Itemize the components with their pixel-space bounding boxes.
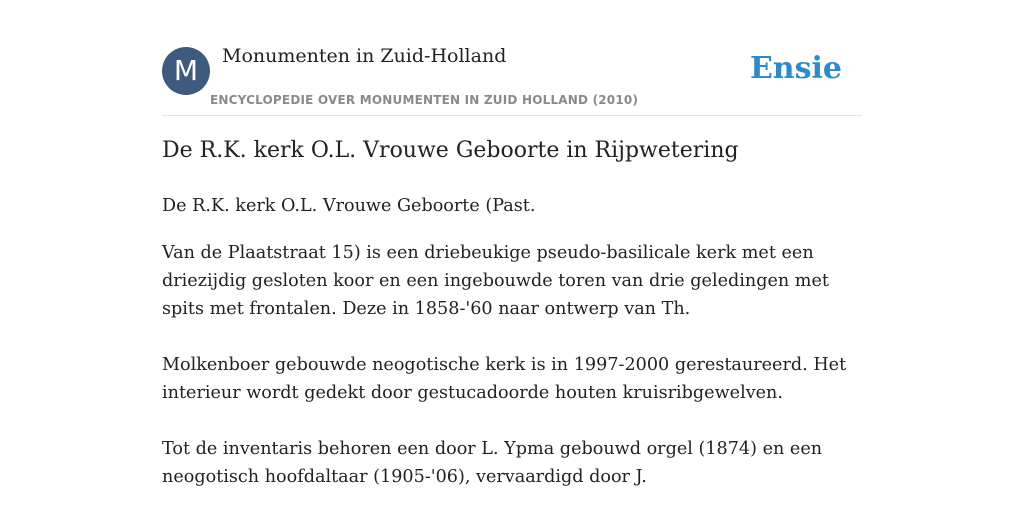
article-paragraph: Molkenboer gebouwde neogotische kerk is in 1997-2000 gerestaureerd. Het interieur wordt gedekt door gestucadoorde houten kruisribgewelven. <box>162 355 847 403</box>
avatar[interactable]: M <box>162 47 210 95</box>
article-paragraph: De R.K. kerk O.L. Vrouwe Geboorte (Past. <box>162 196 536 216</box>
brand-logo[interactable]: Ensie <box>749 51 842 86</box>
site-subtitle: ENCYCLOPEDIE OVER MONUMENTEN IN ZUID HOLLAND (2010) <box>210 93 639 107</box>
article-paragraph: Van de Plaatstraat 15) is een driebeukige pseudo-basilicale kerk met een driezijdig gesloten koor en een ingebouwde toren van drie geledingen met spits met frontalen. Deze in 1858-'60 naar ontwerp van Th. <box>162 243 829 319</box>
site-title[interactable]: Monumenten in Zuid-Holland <box>222 45 507 67</box>
article-title: De R.K. kerk O.L. Vrouwe Geboorte in Rijpwetering <box>162 138 739 163</box>
article-paragraph: Tot de inventaris behoren een door L. Ypma gebouwd orgel (1874) en een neogotisch hoofdaltaar (1905-'06), vervaardigd door J. <box>162 439 823 487</box>
header <box>162 0 862 116</box>
page <box>162 0 862 487</box>
